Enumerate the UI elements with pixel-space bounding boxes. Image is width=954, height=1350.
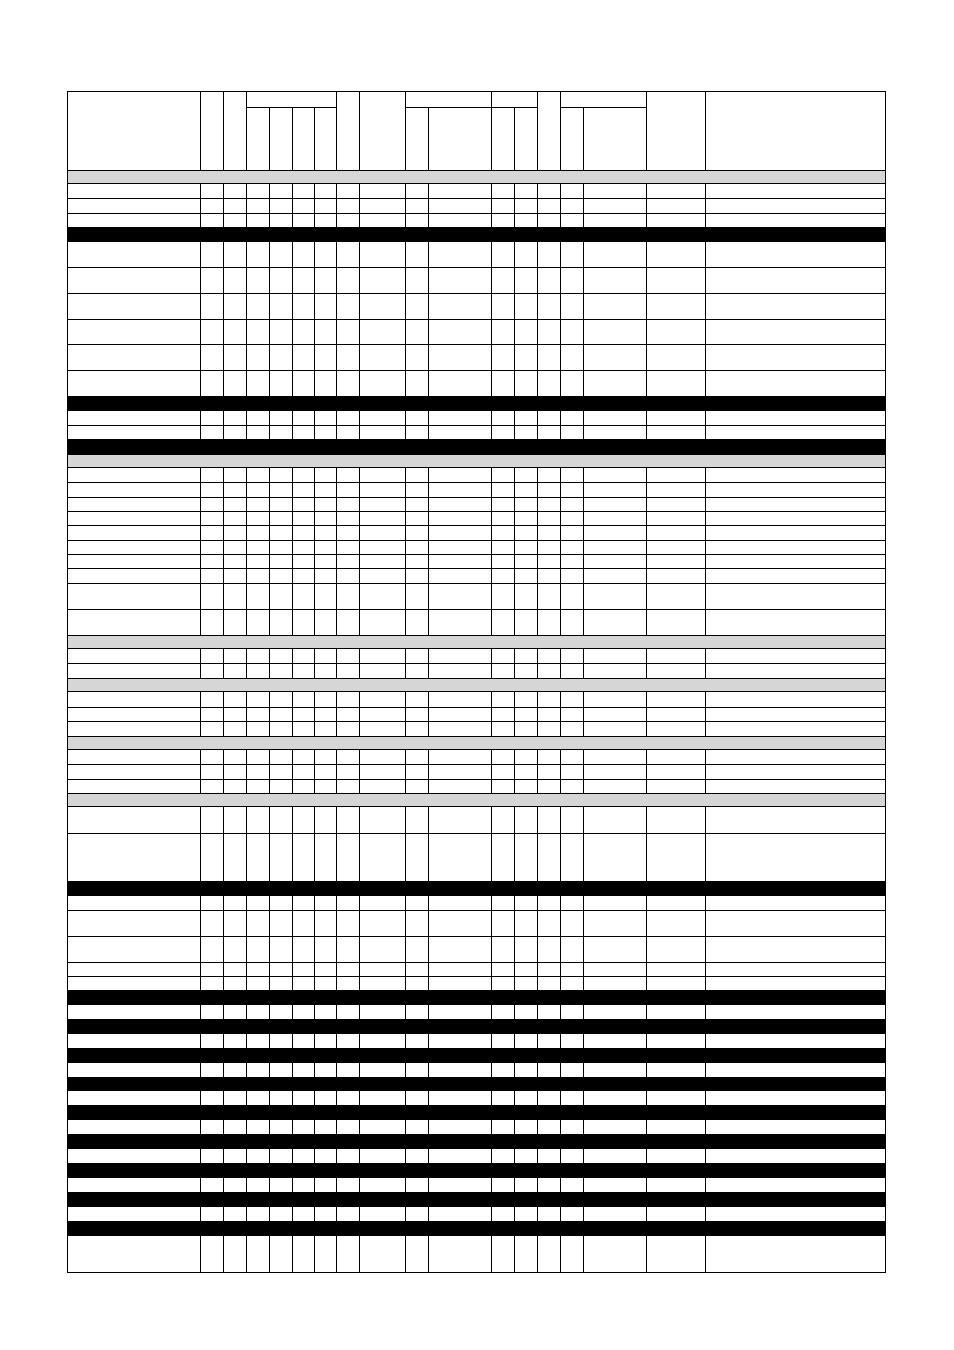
section-header-black [68, 1192, 885, 1207]
section-header-black [68, 881, 885, 896]
grid-column-rule [537, 1207, 538, 1221]
section-header-black [68, 1077, 885, 1091]
grid-column-rule [405, 184, 406, 227]
grid-column-rule [200, 92, 201, 170]
grid-column-rule [583, 1178, 584, 1192]
grid-row-rule [68, 976, 886, 977]
grid-column-rule [514, 1063, 515, 1077]
grid-row-rule [68, 707, 886, 708]
grid-column-rule [537, 1149, 538, 1163]
section-header-gray [68, 793, 885, 807]
grid-column-rule [705, 1178, 706, 1192]
grid-column-rule [200, 1236, 201, 1273]
grid-column-rule [491, 184, 492, 227]
grid-column-rule [583, 1120, 584, 1134]
grid-column-rule [514, 1236, 515, 1273]
grid-column-rule [537, 807, 538, 881]
grid-column-rule [537, 1005, 538, 1019]
grid-column-rule [269, 1034, 270, 1048]
grid-row-rule [68, 344, 886, 345]
grid-column-rule [560, 1005, 561, 1019]
grid-column-rule [583, 1091, 584, 1105]
grid-column-rule [537, 1034, 538, 1048]
grid-column-rule [646, 1091, 647, 1105]
grid-column-rule [314, 184, 315, 227]
section-header-gray [68, 678, 885, 692]
grid-column-rule [314, 692, 315, 736]
grid-column-rule [223, 1005, 224, 1019]
grid-column-rule [428, 807, 429, 881]
grid-column-rule [200, 1034, 201, 1048]
header-group-rule [560, 107, 646, 108]
grid-column-rule [491, 1120, 492, 1134]
grid-column-rule [292, 107, 293, 170]
grid-column-rule [705, 750, 706, 793]
grid-row-rule [68, 267, 886, 268]
grid-column-rule [491, 1178, 492, 1192]
section-header-gray [68, 635, 885, 649]
grid-column-rule [537, 750, 538, 793]
grid-column-rule [314, 750, 315, 793]
grid-column-rule [428, 692, 429, 736]
grid-column-rule [428, 107, 429, 170]
grid-column-rule [359, 807, 360, 881]
grid-row-rule [68, 910, 886, 911]
section-header-black [68, 1134, 885, 1149]
grid-column-rule [246, 1207, 247, 1221]
section-header-black [68, 1048, 885, 1063]
grid-column-rule [514, 1207, 515, 1221]
grid-column-rule [292, 692, 293, 736]
grid-column-rule [428, 1149, 429, 1163]
grid-column-rule [428, 1005, 429, 1019]
grid-column-rule [359, 1005, 360, 1019]
grid-column-rule [336, 1236, 337, 1273]
grid-column-rule [428, 184, 429, 227]
grid-row-rule [68, 609, 886, 610]
grid-column-rule [428, 1178, 429, 1192]
grid-column-rule [405, 1034, 406, 1048]
grid-column-rule [336, 92, 337, 170]
section-header-black [68, 1221, 885, 1236]
grid-column-rule [583, 184, 584, 227]
grid-column-rule [560, 807, 561, 881]
grid-column-rule [705, 1091, 706, 1105]
grid-column-rule [246, 807, 247, 881]
grid-row-rule [68, 583, 886, 584]
grid-column-rule [223, 1149, 224, 1163]
grid-column-rule [269, 107, 270, 170]
grid-column-rule [405, 1236, 406, 1273]
grid-column-rule [583, 107, 584, 170]
grid-column-rule [200, 1005, 201, 1019]
grid-column-rule [560, 750, 561, 793]
grid-column-rule [200, 807, 201, 881]
grid-column-rule [491, 807, 492, 881]
grid-column-rule [705, 1120, 706, 1134]
grid-column-rule [292, 1063, 293, 1077]
grid-column-rule [491, 92, 492, 170]
grid-column-rule [292, 1178, 293, 1192]
grid-row-rule [68, 962, 886, 963]
grid-column-rule [246, 1005, 247, 1019]
grid-column-rule [583, 1149, 584, 1163]
grid-column-rule [560, 1207, 561, 1221]
grid-column-rule [292, 1034, 293, 1048]
grid-column-rule [405, 1207, 406, 1221]
grid-column-rule [336, 1120, 337, 1134]
grid-column-rule [336, 1005, 337, 1019]
grid-column-rule [292, 1207, 293, 1221]
grid-column-rule [314, 1034, 315, 1048]
grid-column-rule [269, 1005, 270, 1019]
grid-column-rule [200, 1207, 201, 1221]
grid-column-rule [705, 1034, 706, 1048]
grid-column-rule [705, 1005, 706, 1019]
grid-column-rule [405, 1149, 406, 1163]
grid-column-rule [583, 750, 584, 793]
grid-column-rule [336, 1091, 337, 1105]
grid-column-rule [359, 1178, 360, 1192]
grid-column-rule [560, 692, 561, 736]
grid-column-rule [200, 1149, 201, 1163]
grid-column-rule [646, 807, 647, 881]
grid-column-rule [200, 750, 201, 793]
grid-column-rule [705, 92, 706, 170]
grid-column-rule [223, 1063, 224, 1077]
grid-column-rule [705, 1207, 706, 1221]
grid-column-rule [200, 1120, 201, 1134]
header-group-rule [246, 107, 336, 108]
grid-column-rule [491, 1034, 492, 1048]
grid-column-rule [537, 184, 538, 227]
grid-column-rule [246, 692, 247, 736]
grid-row-rule [68, 497, 886, 498]
grid-column-rule [314, 1149, 315, 1163]
grid-column-rule [336, 1063, 337, 1077]
grid-column-rule [537, 1236, 538, 1273]
grid-column-rule [491, 692, 492, 736]
grid-column-rule [514, 184, 515, 227]
grid-column-rule [359, 1149, 360, 1163]
grid-column-rule [646, 184, 647, 227]
grid-column-rule [583, 1005, 584, 1019]
grid-column-rule [223, 807, 224, 881]
grid-column-rule [560, 1091, 561, 1105]
grid-column-rule [246, 1149, 247, 1163]
section-header-black [68, 396, 885, 411]
grid-column-rule [359, 1063, 360, 1077]
grid-column-rule [223, 1178, 224, 1192]
grid-column-rule [246, 750, 247, 793]
section-header-black [68, 990, 885, 1005]
grid-column-rule [514, 1034, 515, 1048]
grid-column-rule [269, 692, 270, 736]
grid-column-rule [314, 807, 315, 881]
grid-column-rule [514, 692, 515, 736]
section-header-gray [68, 170, 885, 184]
grid-column-rule [514, 1149, 515, 1163]
grid-column-rule [246, 1063, 247, 1077]
grid-column-rule [223, 1091, 224, 1105]
grid-row-rule [68, 198, 886, 199]
grid-column-rule [428, 1236, 429, 1273]
grid-column-rule [428, 1207, 429, 1221]
grid-column-rule [359, 1091, 360, 1105]
grid-column-rule [491, 1236, 492, 1273]
grid-column-rule [314, 1005, 315, 1019]
grid-column-rule [514, 1178, 515, 1192]
grid-row-rule [68, 425, 886, 426]
grid-row-rule [68, 833, 886, 834]
grid-column-rule [200, 692, 201, 736]
grid-column-rule [200, 1091, 201, 1105]
grid-column-rule [405, 692, 406, 736]
grid-column-rule [223, 1034, 224, 1048]
grid-column-rule [336, 692, 337, 736]
grid-column-rule [336, 750, 337, 793]
grid-column-rule [560, 1063, 561, 1077]
grid-column-rule [246, 1236, 247, 1273]
grid-column-rule [560, 1178, 561, 1192]
grid-column-rule [646, 1207, 647, 1221]
grid-column-rule [223, 1207, 224, 1221]
grid-column-rule [314, 1120, 315, 1134]
grid-column-rule [359, 750, 360, 793]
section-header-gray [68, 736, 885, 750]
grid-column-rule [646, 692, 647, 736]
grid-column-rule [514, 750, 515, 793]
grid-column-rule [514, 807, 515, 881]
grid-column-rule [405, 1005, 406, 1019]
grid-column-rule [336, 807, 337, 881]
grid-column-rule [491, 1149, 492, 1163]
grid-row-rule [68, 663, 886, 664]
grid-column-rule [223, 1236, 224, 1273]
grid-column-rule [223, 692, 224, 736]
grid-column-rule [223, 750, 224, 793]
grid-column-rule [537, 1120, 538, 1134]
grid-column-rule [269, 1091, 270, 1105]
grid-column-rule [292, 1236, 293, 1273]
grid-column-rule [246, 1091, 247, 1105]
grid-column-rule [583, 1063, 584, 1077]
grid-column-rule [200, 1178, 201, 1192]
grid-column-rule [646, 1120, 647, 1134]
grid-row-rule [68, 370, 886, 371]
grid-column-rule [583, 807, 584, 881]
grid-column-rule [269, 1178, 270, 1192]
grid-column-rule [336, 1178, 337, 1192]
grid-column-rule [537, 1091, 538, 1105]
grid-column-rule [560, 92, 561, 170]
grid-row-rule [68, 779, 886, 780]
grid-column-rule [405, 750, 406, 793]
grid-column-rule [269, 1236, 270, 1273]
grid-column-rule [583, 692, 584, 736]
grid-column-rule [428, 1063, 429, 1077]
section-header-black [68, 1105, 885, 1120]
grid-row-rule [68, 525, 886, 526]
grid-column-rule [359, 184, 360, 227]
grid-column-rule [428, 1091, 429, 1105]
grid-column-rule [646, 750, 647, 793]
grid-column-rule [428, 750, 429, 793]
grid-column-rule [246, 184, 247, 227]
grid-column-rule [314, 1178, 315, 1192]
grid-column-rule [646, 1005, 647, 1019]
grid-column-rule [359, 1236, 360, 1273]
grid-column-rule [560, 1120, 561, 1134]
grid-column-rule [491, 750, 492, 793]
grid-column-rule [514, 1005, 515, 1019]
grid-column-rule [314, 1091, 315, 1105]
grid-row-rule [68, 764, 886, 765]
grid-row-rule [68, 213, 886, 214]
grid-column-rule [359, 92, 360, 170]
grid-column-rule [336, 1034, 337, 1048]
grid-column-rule [537, 1178, 538, 1192]
section-header-black [68, 1019, 885, 1034]
grid-column-rule [491, 1207, 492, 1221]
section-header-black [68, 227, 885, 242]
grid-column-rule [246, 1034, 247, 1048]
grid-row-rule [68, 540, 886, 541]
grid-column-rule [537, 92, 538, 170]
grid-column-rule [491, 1091, 492, 1105]
grid-column-rule [314, 1063, 315, 1077]
grid-column-rule [223, 1120, 224, 1134]
grid-column-rule [292, 1120, 293, 1134]
grid-column-rule [246, 1178, 247, 1192]
grid-column-rule [646, 1063, 647, 1077]
grid-column-rule [314, 1236, 315, 1273]
grid-column-rule [646, 92, 647, 170]
grid-column-rule [428, 1120, 429, 1134]
grid-column-rule [405, 807, 406, 881]
grid-column-rule [405, 1178, 406, 1192]
grid-column-rule [223, 92, 224, 170]
grid-column-rule [705, 184, 706, 227]
grid-column-rule [292, 1149, 293, 1163]
grid-column-rule [560, 1034, 561, 1048]
grid-column-rule [359, 692, 360, 736]
grid-column-rule [336, 1149, 337, 1163]
grid-column-rule [646, 1236, 647, 1273]
grid-column-rule [269, 1120, 270, 1134]
grid-column-rule [405, 1063, 406, 1077]
grid-column-rule [514, 1120, 515, 1134]
grid-column-rule [223, 184, 224, 227]
grid-column-rule [491, 1063, 492, 1077]
grid-column-rule [269, 184, 270, 227]
header-group-rule [405, 107, 491, 108]
grid-column-rule [514, 1091, 515, 1105]
grid-column-rule [336, 1207, 337, 1221]
grid-column-rule [269, 1063, 270, 1077]
grid-column-rule [292, 750, 293, 793]
grid-column-rule [405, 92, 406, 170]
grid-column-rule [314, 1207, 315, 1221]
grid-column-rule [583, 1034, 584, 1048]
grid-column-rule [705, 692, 706, 736]
grid-column-rule [514, 107, 515, 170]
grid-column-rule [314, 107, 315, 170]
grid-column-rule [491, 1005, 492, 1019]
grid-row-rule [68, 936, 886, 937]
grid-row-rule [68, 554, 886, 555]
grid-row-rule [68, 319, 886, 320]
grid-column-rule [292, 1005, 293, 1019]
grid-column-rule [269, 1149, 270, 1163]
grid-row-rule [68, 482, 886, 483]
grid-column-rule [246, 1120, 247, 1134]
grid-column-rule [405, 1120, 406, 1134]
grid-column-rule [705, 1236, 706, 1273]
grid-row-rule [68, 511, 886, 512]
grid-column-rule [537, 692, 538, 736]
grid-column-rule [359, 1207, 360, 1221]
grid-column-rule [200, 1063, 201, 1077]
grid-column-rule [646, 1034, 647, 1048]
grid-column-rule [359, 1034, 360, 1048]
grid-column-rule [560, 184, 561, 227]
form-grid [67, 91, 886, 1273]
grid-column-rule [336, 184, 337, 227]
grid-column-rule [292, 184, 293, 227]
grid-column-rule [560, 1149, 561, 1163]
grid-column-rule [705, 807, 706, 881]
grid-column-rule [646, 1178, 647, 1192]
grid-row-rule [68, 568, 886, 569]
section-header-gray [68, 454, 885, 468]
section-header-black [68, 439, 885, 454]
grid-column-rule [705, 1063, 706, 1077]
section-header-black [68, 1163, 885, 1178]
grid-column-rule [428, 1034, 429, 1048]
grid-column-rule [583, 1236, 584, 1273]
grid-column-rule [269, 750, 270, 793]
grid-column-rule [200, 184, 201, 227]
grid-column-rule [405, 1091, 406, 1105]
grid-column-rule [646, 1149, 647, 1163]
grid-row-rule [68, 293, 886, 294]
grid-column-rule [583, 1207, 584, 1221]
header-group-rule [491, 107, 537, 108]
grid-row-rule [68, 721, 886, 722]
grid-column-rule [292, 1091, 293, 1105]
grid-column-rule [705, 1149, 706, 1163]
grid-column-rule [292, 807, 293, 881]
grid-column-rule [269, 1207, 270, 1221]
grid-column-rule [560, 1236, 561, 1273]
grid-column-rule [537, 1063, 538, 1077]
grid-column-rule [359, 1120, 360, 1134]
grid-column-rule [246, 92, 247, 170]
grid-column-rule [269, 807, 270, 881]
